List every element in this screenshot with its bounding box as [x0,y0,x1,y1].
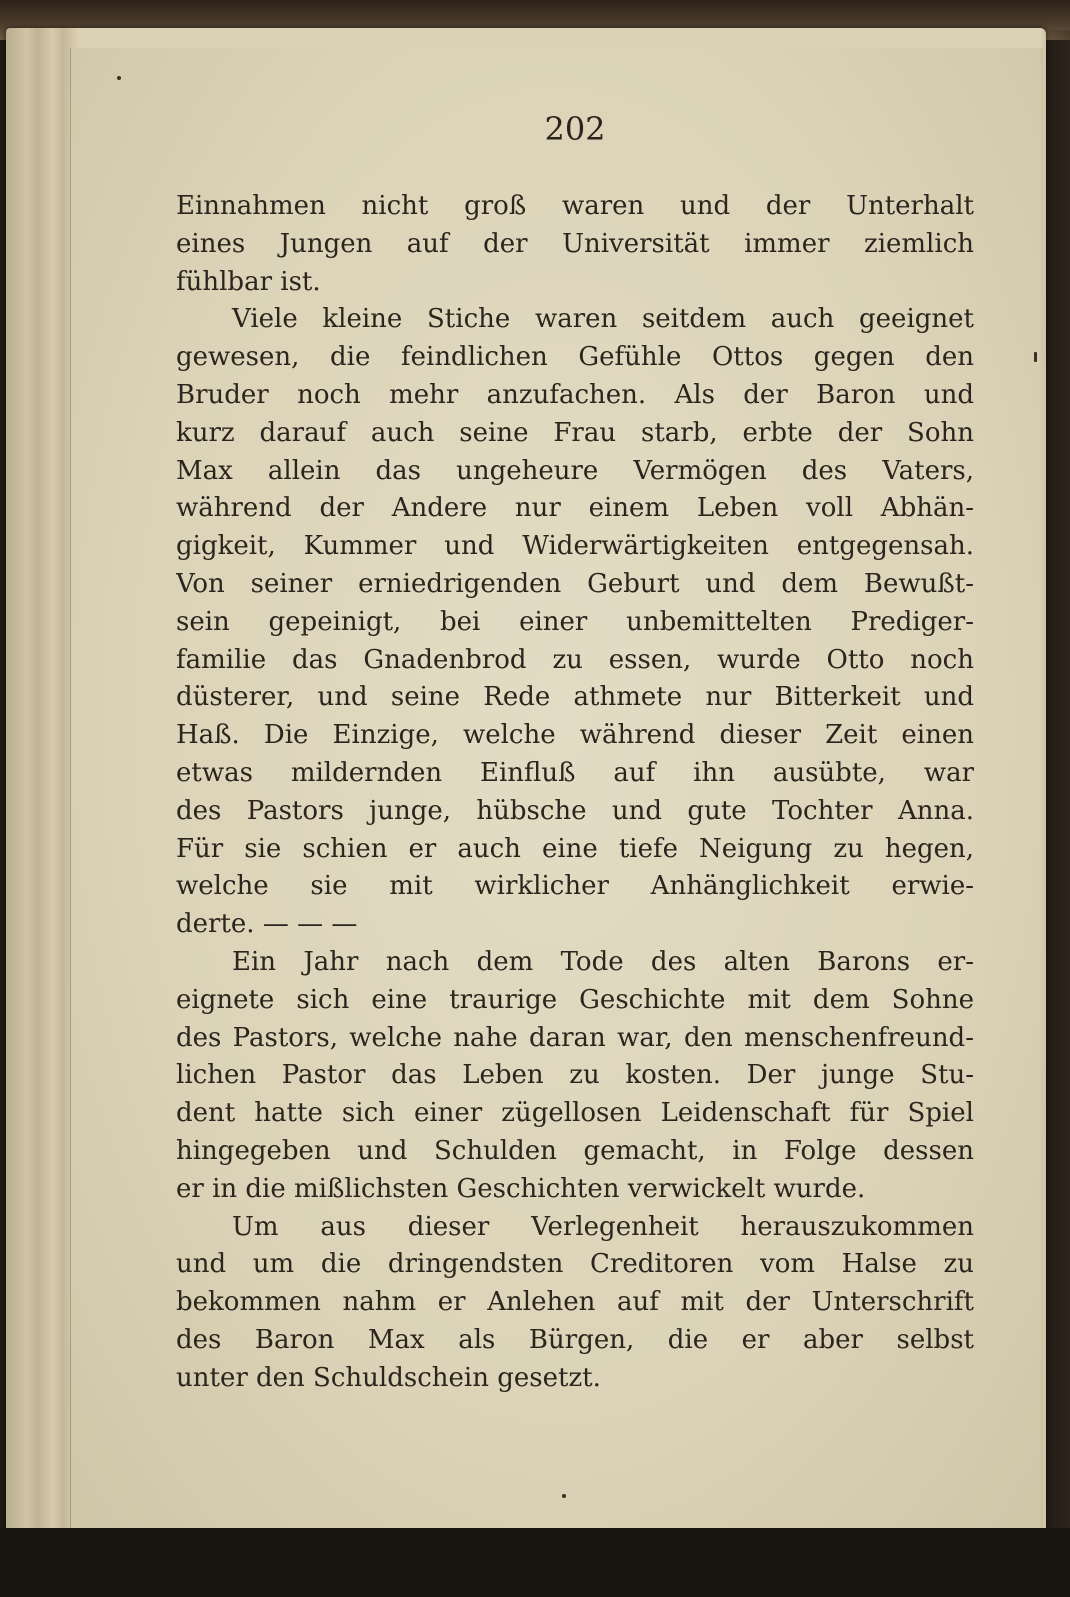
text-line: und um die dringendsten Creditoren vom Halse zu [176,1249,974,1280]
text-line: Viele kleine Stiche waren seitdem auch geeignet [232,304,974,335]
text-line: derte. — — — [176,909,358,940]
text-line: unter den Schuldschein gesetzt. [176,1362,601,1393]
text-line: des Baron Max als Bürgen, die er aber selbst [176,1324,974,1355]
text-line: fühlbar ist. [176,266,321,297]
text-line: hingegeben und Schulden gemacht, in Folge dessen [176,1135,974,1166]
text-line: eines Jungen auf der Universität immer ziemlich [176,228,974,259]
text-line: Max allein das ungeheure Vermögen des Vaters, [176,455,974,486]
body-text [176,188,974,1398]
paper-speck [1034,352,1037,362]
paper-speck [562,1494,566,1498]
text-line: Von seiner erniedrigenden Geburt und dem Bewußt- [176,568,974,599]
page-number: 202 [544,110,606,148]
text-line: Um aus dieser Verlegenheit herauszukommen [232,1211,974,1242]
text-line: des Pastors junge, hübsche und gute Tochter Anna. [176,795,974,826]
text-line: Einnahmen nicht groß waren und der Unterhalt [176,191,974,221]
text-line: Haß. Die Einzige, welche während dieser Zeit einen [176,720,974,751]
book-bottom-edge [0,1528,1070,1597]
text-line: er in die mißlichsten Geschichten verwickelt wurde. [176,1173,866,1204]
text-line: eignete sich eine traurige Geschichte mit dem Sohne [176,984,974,1015]
text-line: gigkeit, Kummer und Widerwärtigkeiten entgegensah. [176,531,974,562]
text-line: kurz darauf auch seine Frau starb, erbte der Sohn [176,417,974,448]
text-line: des Pastors, welche nahe daran war, den menschenfreund- [176,1022,974,1053]
text-line: gewesen, die feindlichen Gefühle Ottos gegen den [176,342,974,373]
text-line: düsterer, und seine Rede athmete nur Bitterkeit und [176,682,974,713]
text-line: familie das Gnadenbrod zu essen, wurde Otto noch [176,644,974,675]
text-line: Ein Jahr nach dem Tode des alten Barons er- [232,946,974,977]
binding-shadow [1040,30,1070,1550]
text-line: während der Andere nur einem Leben voll Abhän- [176,493,974,524]
text-line: Bruder noch mehr anzufachen. Als der Baron und [176,379,974,410]
text-line: Für sie schien er auch eine tiefe Neigung zu hegen, [176,833,974,864]
text-line: welche sie mit wirklicher Anhänglichkeit erwie- [176,871,974,902]
text-line: dent hatte sich einer zügellosen Leidenschaft für Spiel [176,1098,974,1129]
paper-speck [117,76,121,80]
text-line: etwas mildernden Einfluß auf ihn ausübte, war [176,757,974,788]
text-line: bekommen nahm er Anlehen auf mit der Unterschrift [176,1287,974,1318]
text-line: lichen Pastor das Leben zu kosten. Der junge Stu- [176,1060,974,1091]
text-line: sein gepeinigt, bei einer unbemittelten Prediger- [176,606,974,637]
